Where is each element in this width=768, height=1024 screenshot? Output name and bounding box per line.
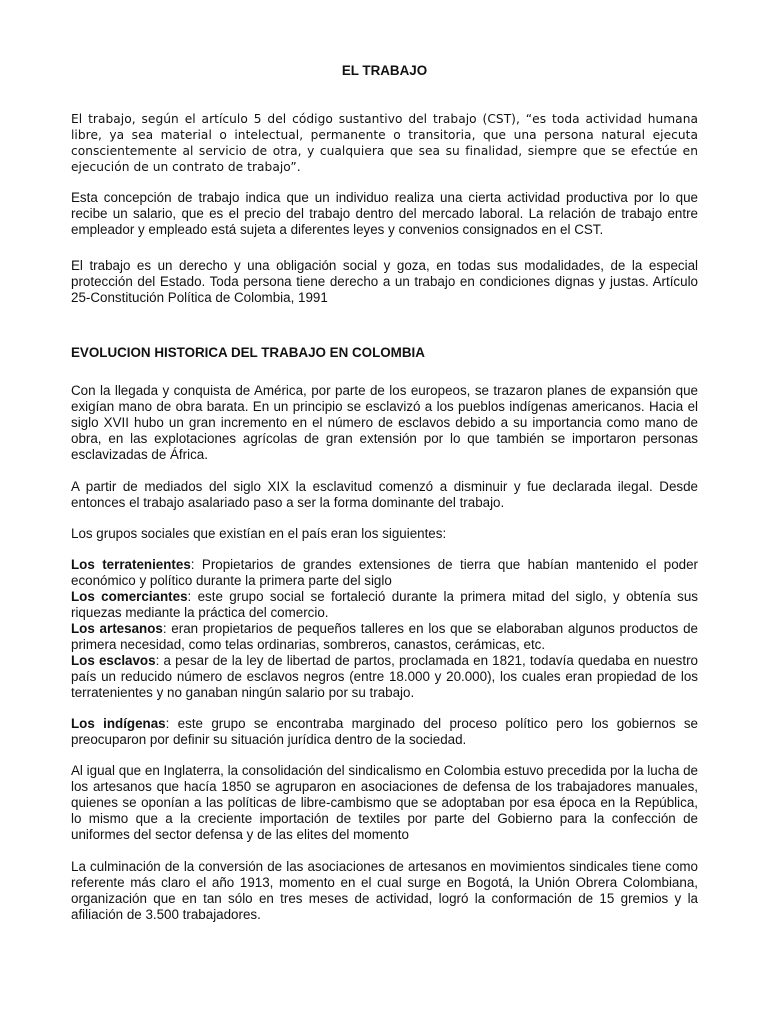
section-spacing xyxy=(71,306,698,344)
group-artisans xyxy=(71,621,698,653)
group-description: : a pesar de la ley de libertad de partos, proclamada en 1821, todavía quedaba en nuestro país un reducido número de esclavos negros (entre 18.000 y 20.000), los cuales eran propiedad de los terratenientes y no ganaban ningún salario por su trabajo. xyxy=(71,653,698,700)
slavery-paragraph: A partir de mediados del siglo XIX la esclavitud comenzó a disminuir y fue declarada ilegal. Desde entonces el trabajo asalariado paso a ser la forma dominante del trabajo. xyxy=(71,479,698,510)
group-indigenous-people xyxy=(71,716,698,748)
document-title: EL TRABAJO xyxy=(341,63,428,78)
union-culmination-paragraph: La culminación de la conversión de las asociaciones de artesanos en movimientos sindicales tiene como referente más claro el año 1913, momento en el cual surge en Bogotá, la Unión Obrera Colombiana, organización que en tan sólo en tres meses de actividad, logró la conformación de 15 gremios y la afiliación de 3.500 trabajadores. xyxy=(71,859,698,922)
work-concept-paragraph: Esta concepción de trabajo indica que un individuo realiza una cierta actividad productiva por lo que recibe un salario, que es el precio del trabajo dentro del mercado laboral. La relación de trabajo entre empleador y empleado está sujeta a diferentes leyes y convenios consignados en el CST. xyxy=(71,190,698,237)
group-merchants xyxy=(71,589,698,621)
paragraph-spacing xyxy=(71,748,698,763)
syndicalism-paragraph: Al igual que en Inglaterra, la consolidación del sindicalismo en Colombia estuvo precedida por la lucha de los artesanos que hacía 1850 se agruparon en asociaciones de defensa de los trabajadores manuales, quienes se oponían a las políticas de libre-cambismo que se adoptaban por esa época en la República, lo mismo que a la creciente importación de textiles por parte del Gobierno para la confección de uniformes del sector defensa y de las elites del momento xyxy=(71,763,698,842)
paragraph-spacing xyxy=(71,843,698,859)
group-description: : eran propietarios de pequeños talleres en los que se elaboraban algunos productos de primera necesidad, como telas ordinarias, sombreros, canastos, cerámicas, etc. xyxy=(71,621,699,652)
group-landowners xyxy=(71,557,698,589)
group-description: : Propietarios de grandes extensiones de tierra que habían mantenido el poder económico y político durante la primera parte del siglo xyxy=(71,557,698,588)
heading-spacing xyxy=(71,361,698,383)
conquest-paragraph: Con la llegada y conquista de América, por parte de los europeos, se trazaron planes de expansión que exigían mano de obra barata. En un principio se esclavizó a los pueblos indígenas americanos. Hacia el siglo XVII hubo un gran incremento en el número de esclavos debido a su importancia como mano de obra, en las explotaciones agrícolas de gran extensión por lo que también se importaron personas esclavizadas de África. xyxy=(71,383,698,462)
group-term: Los esclavos xyxy=(71,653,156,668)
document-page xyxy=(71,62,698,923)
history-heading: EVOLUCION HISTORICA DEL TRABAJO EN COLOMBIA xyxy=(71,345,425,360)
group-term: Los comerciantes xyxy=(71,589,188,604)
group-term: Los artesanos xyxy=(71,621,163,636)
constitutional-right-paragraph: El trabajo es un derecho y una obligación social y goza, en todas sus modalidades, de la especial protección del Estado. Toda persona tiene derecho a un trabajo en condiciones dignas y justas. Artículo 25-Constitución Política de Colombia, 1991 xyxy=(71,258,698,305)
group-description: : este grupo se encontraba marginado del proceso político pero los gobiernos se preocuparon por definir su situación jurídica dentro de la sociedad. xyxy=(71,716,699,747)
social-groups-intro: Los grupos sociales que existían en el país eran los siguientes: xyxy=(71,526,447,541)
paragraph-spacing xyxy=(71,511,698,526)
paragraph-spacing xyxy=(71,701,698,716)
group-term: Los terratenientes xyxy=(71,557,191,572)
group-term: Los indígenas xyxy=(71,716,166,731)
group-description: : este grupo social se fortaleció durante la primera mitad del siglo, y obtenía sus riquezas mediante la práctica del comercio. xyxy=(71,589,698,620)
paragraph-spacing xyxy=(71,463,698,479)
cst-definition-paragraph: El trabajo, según el artículo 5 del código sustantivo del trabajo (CST), “es toda actividad humana libre, ya sea material o intelectual, permanente o transitoria, que una persona natural ejecuta conscientemente al servicio de otra, y cualquiera que sea su finalidad, siempre que se efectúe en ejecución de un contrato de trabajo”. xyxy=(71,112,698,174)
paragraph-spacing xyxy=(71,175,698,190)
group-enslaved-people xyxy=(71,653,698,701)
paragraph-spacing xyxy=(71,238,698,258)
paragraph-spacing xyxy=(71,542,698,557)
